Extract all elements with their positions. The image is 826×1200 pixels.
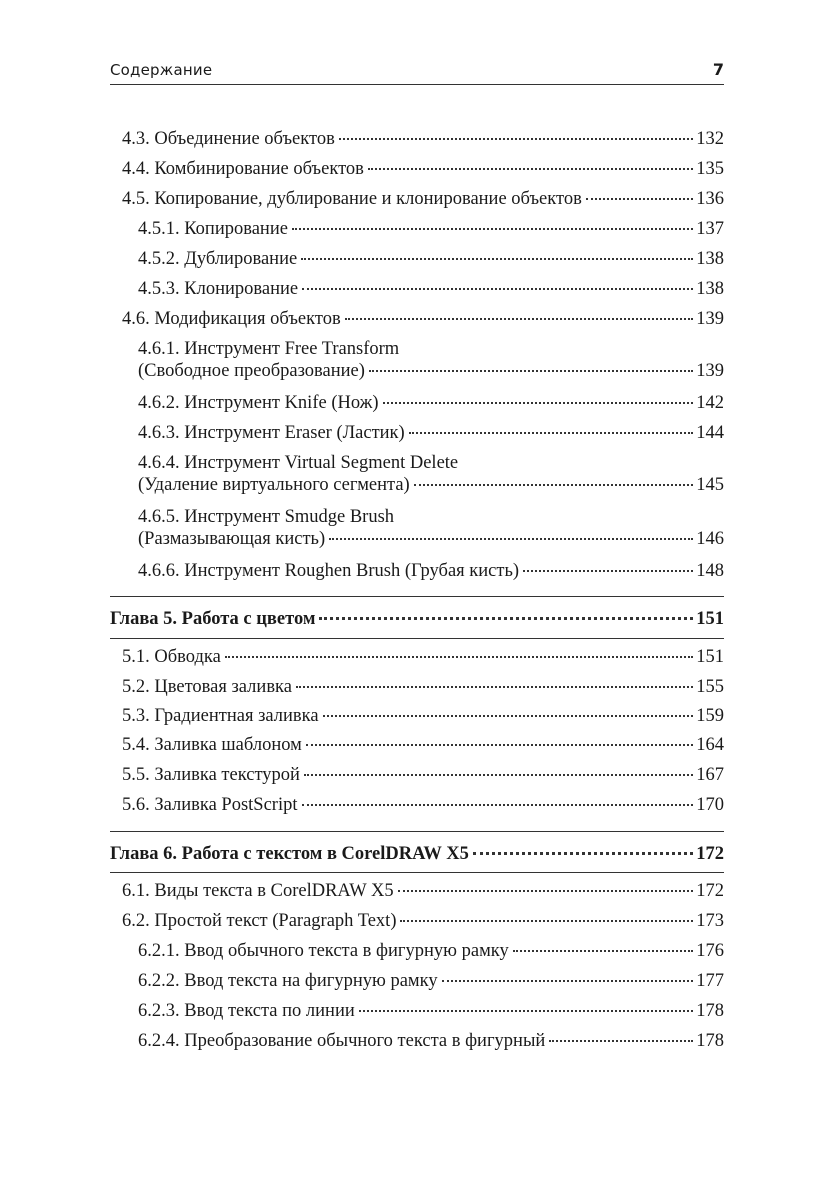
dot-leader — [301, 256, 693, 260]
toc-entry[interactable] — [122, 734, 724, 756]
page-number: 7 — [712, 60, 724, 79]
toc-entry-page: 155 — [696, 677, 724, 697]
toc-entry-title: 5.2. Цветовая заливка — [122, 677, 292, 697]
toc-chapter[interactable] — [110, 843, 724, 865]
toc-entry[interactable] — [138, 422, 724, 444]
toc-entry-page: 139 — [696, 361, 724, 381]
dot-leader — [409, 430, 694, 434]
toc-entry-page: 135 — [696, 159, 724, 179]
toc-entry[interactable] — [138, 278, 724, 300]
toc-entry-title: 6.2.2. Ввод текста на фигурную рамку — [138, 971, 438, 991]
toc-entry-title: 5.3. Градиентная заливка — [122, 706, 319, 726]
dot-leader — [473, 850, 693, 855]
toc-entry-title: 5.5. Заливка текстурой — [122, 765, 300, 785]
toc-chapter-title: Глава 5. Работа с цветом — [110, 609, 316, 629]
toc-entry-page: 151 — [696, 647, 724, 667]
toc-entry-title: 4.6.2. Инструмент Knife (Нож) — [138, 393, 379, 413]
toc-entry-title: (Свободное преобразование) — [138, 361, 365, 381]
toc-entry-title-line: 4.6.1. Инструмент Free Transform — [138, 339, 400, 359]
toc-entry[interactable] — [138, 506, 724, 550]
toc-entry-page: 132 — [696, 129, 724, 149]
dot-leader — [400, 918, 693, 922]
toc-entry-page: 164 — [696, 735, 724, 755]
toc-entry-page: 173 — [696, 911, 724, 931]
toc-entry-page: 177 — [696, 971, 724, 991]
toc-entry[interactable] — [122, 705, 724, 727]
toc-entry-title: (Размазывающая кисть) — [138, 529, 326, 549]
dot-leader — [383, 400, 694, 404]
toc-entry[interactable] — [122, 158, 724, 180]
toc-entry-title: 5.6. Заливка PostScript — [122, 795, 298, 815]
toc-entry-page: 138 — [696, 249, 724, 269]
divider — [110, 831, 724, 832]
toc-entry[interactable] — [138, 560, 724, 582]
toc-entry-page: 176 — [696, 941, 724, 961]
toc-entry[interactable] — [138, 452, 724, 496]
dot-leader — [549, 1038, 693, 1042]
toc-entry-page: 136 — [696, 189, 724, 209]
toc-entry[interactable] — [122, 676, 724, 698]
dot-leader — [339, 136, 693, 140]
toc-entry-page: 170 — [696, 795, 724, 815]
dot-leader — [368, 166, 693, 170]
toc-entry[interactable] — [138, 248, 724, 270]
toc-entry-page: 178 — [696, 1001, 724, 1021]
running-title: Содержание — [110, 61, 213, 79]
toc-chapter-title: Глава 6. Работа с текстом в CorelDRAW X5 — [110, 844, 469, 864]
divider — [110, 872, 724, 873]
toc-entry-page: 139 — [696, 309, 724, 329]
toc-entry[interactable] — [122, 794, 724, 816]
toc-entry[interactable] — [122, 308, 724, 330]
toc-entry[interactable] — [138, 970, 724, 992]
toc-entry-page: 159 — [696, 706, 724, 726]
dot-leader — [523, 568, 693, 572]
toc-entry-title: 6.2.4. Преобразование обычного текста в фигурный — [138, 1031, 546, 1051]
toc-entry[interactable] — [138, 392, 724, 414]
toc-entry[interactable] — [138, 940, 724, 962]
toc-entry-title: 4.5.2. Дублирование — [138, 249, 298, 269]
toc-entry-title: 5.1. Обводка — [122, 647, 221, 667]
dot-leader — [414, 482, 694, 486]
toc-entry-page: 178 — [696, 1031, 724, 1051]
dot-leader — [345, 316, 694, 320]
dot-leader — [304, 772, 693, 776]
toc-entry[interactable] — [122, 128, 724, 150]
toc-entry-title: 4.6.6. Инструмент Roughen Brush (Грубая кисть) — [138, 561, 520, 581]
dot-leader — [398, 888, 694, 892]
dot-leader — [225, 654, 693, 658]
dot-leader — [586, 196, 693, 200]
toc-entry[interactable] — [122, 188, 724, 210]
toc-entry[interactable] — [138, 218, 724, 240]
toc-entry-title: (Удаление виртуального сегмента) — [138, 475, 410, 495]
toc-entry-title: 6.2.3. Ввод текста по линии — [138, 1001, 355, 1021]
dot-leader — [513, 948, 693, 952]
toc-entry-page: 146 — [696, 529, 724, 549]
toc-entry-page: 138 — [696, 279, 724, 299]
toc-entry-page: 137 — [696, 219, 724, 239]
toc-entry-title: 6.2.1. Ввод обычного текста в фигурную рамку — [138, 941, 509, 961]
toc-entry-title: 4.5.1. Копирование — [138, 219, 288, 239]
toc-entry-title: 4.6.3. Инструмент Eraser (Ластик) — [138, 423, 405, 443]
toc-entry-title: 4.6. Модификация объектов — [122, 309, 341, 329]
dot-leader — [329, 536, 693, 540]
toc-entry-page: 142 — [696, 393, 724, 413]
toc-entry-title-line: 4.6.4. Инструмент Virtual Segment Delete — [138, 453, 459, 473]
dot-leader — [319, 615, 693, 620]
toc-chapter-page: 172 — [696, 844, 724, 864]
toc-entry-page: 167 — [696, 765, 724, 785]
dot-leader — [306, 742, 693, 746]
toc-entry[interactable] — [122, 764, 724, 786]
toc-entry-title: 4.4. Комбинирование объектов — [122, 159, 364, 179]
toc-entry-title: 6.1. Виды текста в CorelDRAW X5 — [122, 881, 394, 901]
dot-leader — [442, 978, 694, 982]
dot-leader — [369, 368, 693, 372]
dot-leader — [292, 226, 693, 230]
toc-entry[interactable] — [122, 646, 724, 668]
dot-leader — [323, 713, 694, 717]
toc-entry-title: 4.3. Объединение объектов — [122, 129, 335, 149]
toc-entry-title: 5.4. Заливка шаблоном — [122, 735, 302, 755]
toc-entry[interactable] — [138, 1000, 724, 1022]
toc-chapter-page: 151 — [696, 609, 724, 629]
divider — [110, 638, 724, 639]
toc-entry[interactable] — [122, 910, 724, 932]
dot-leader — [302, 802, 694, 806]
toc-entry-title-line: 4.6.5. Инструмент Smudge Brush — [138, 507, 395, 527]
divider — [110, 596, 724, 597]
toc-entry-page: 148 — [696, 561, 724, 581]
toc-entry-title: 6.2. Простой текст (Paragraph Text) — [122, 911, 397, 931]
toc-entry-title: 4.5.3. Клонирование — [138, 279, 299, 299]
toc-entry-title: 4.5. Копирование, дублирование и клонирование объектов — [122, 189, 582, 209]
dot-leader — [296, 684, 693, 688]
toc-entry-page: 144 — [696, 423, 724, 443]
dot-leader — [359, 1008, 694, 1012]
toc-entry[interactable] — [138, 1030, 724, 1052]
dot-leader — [302, 286, 693, 290]
toc-entry-page: 145 — [696, 475, 724, 495]
toc-entry[interactable] — [138, 338, 724, 382]
toc-chapter[interactable] — [110, 608, 724, 630]
toc-entry[interactable] — [122, 880, 724, 902]
toc-entry-page: 172 — [696, 881, 724, 901]
